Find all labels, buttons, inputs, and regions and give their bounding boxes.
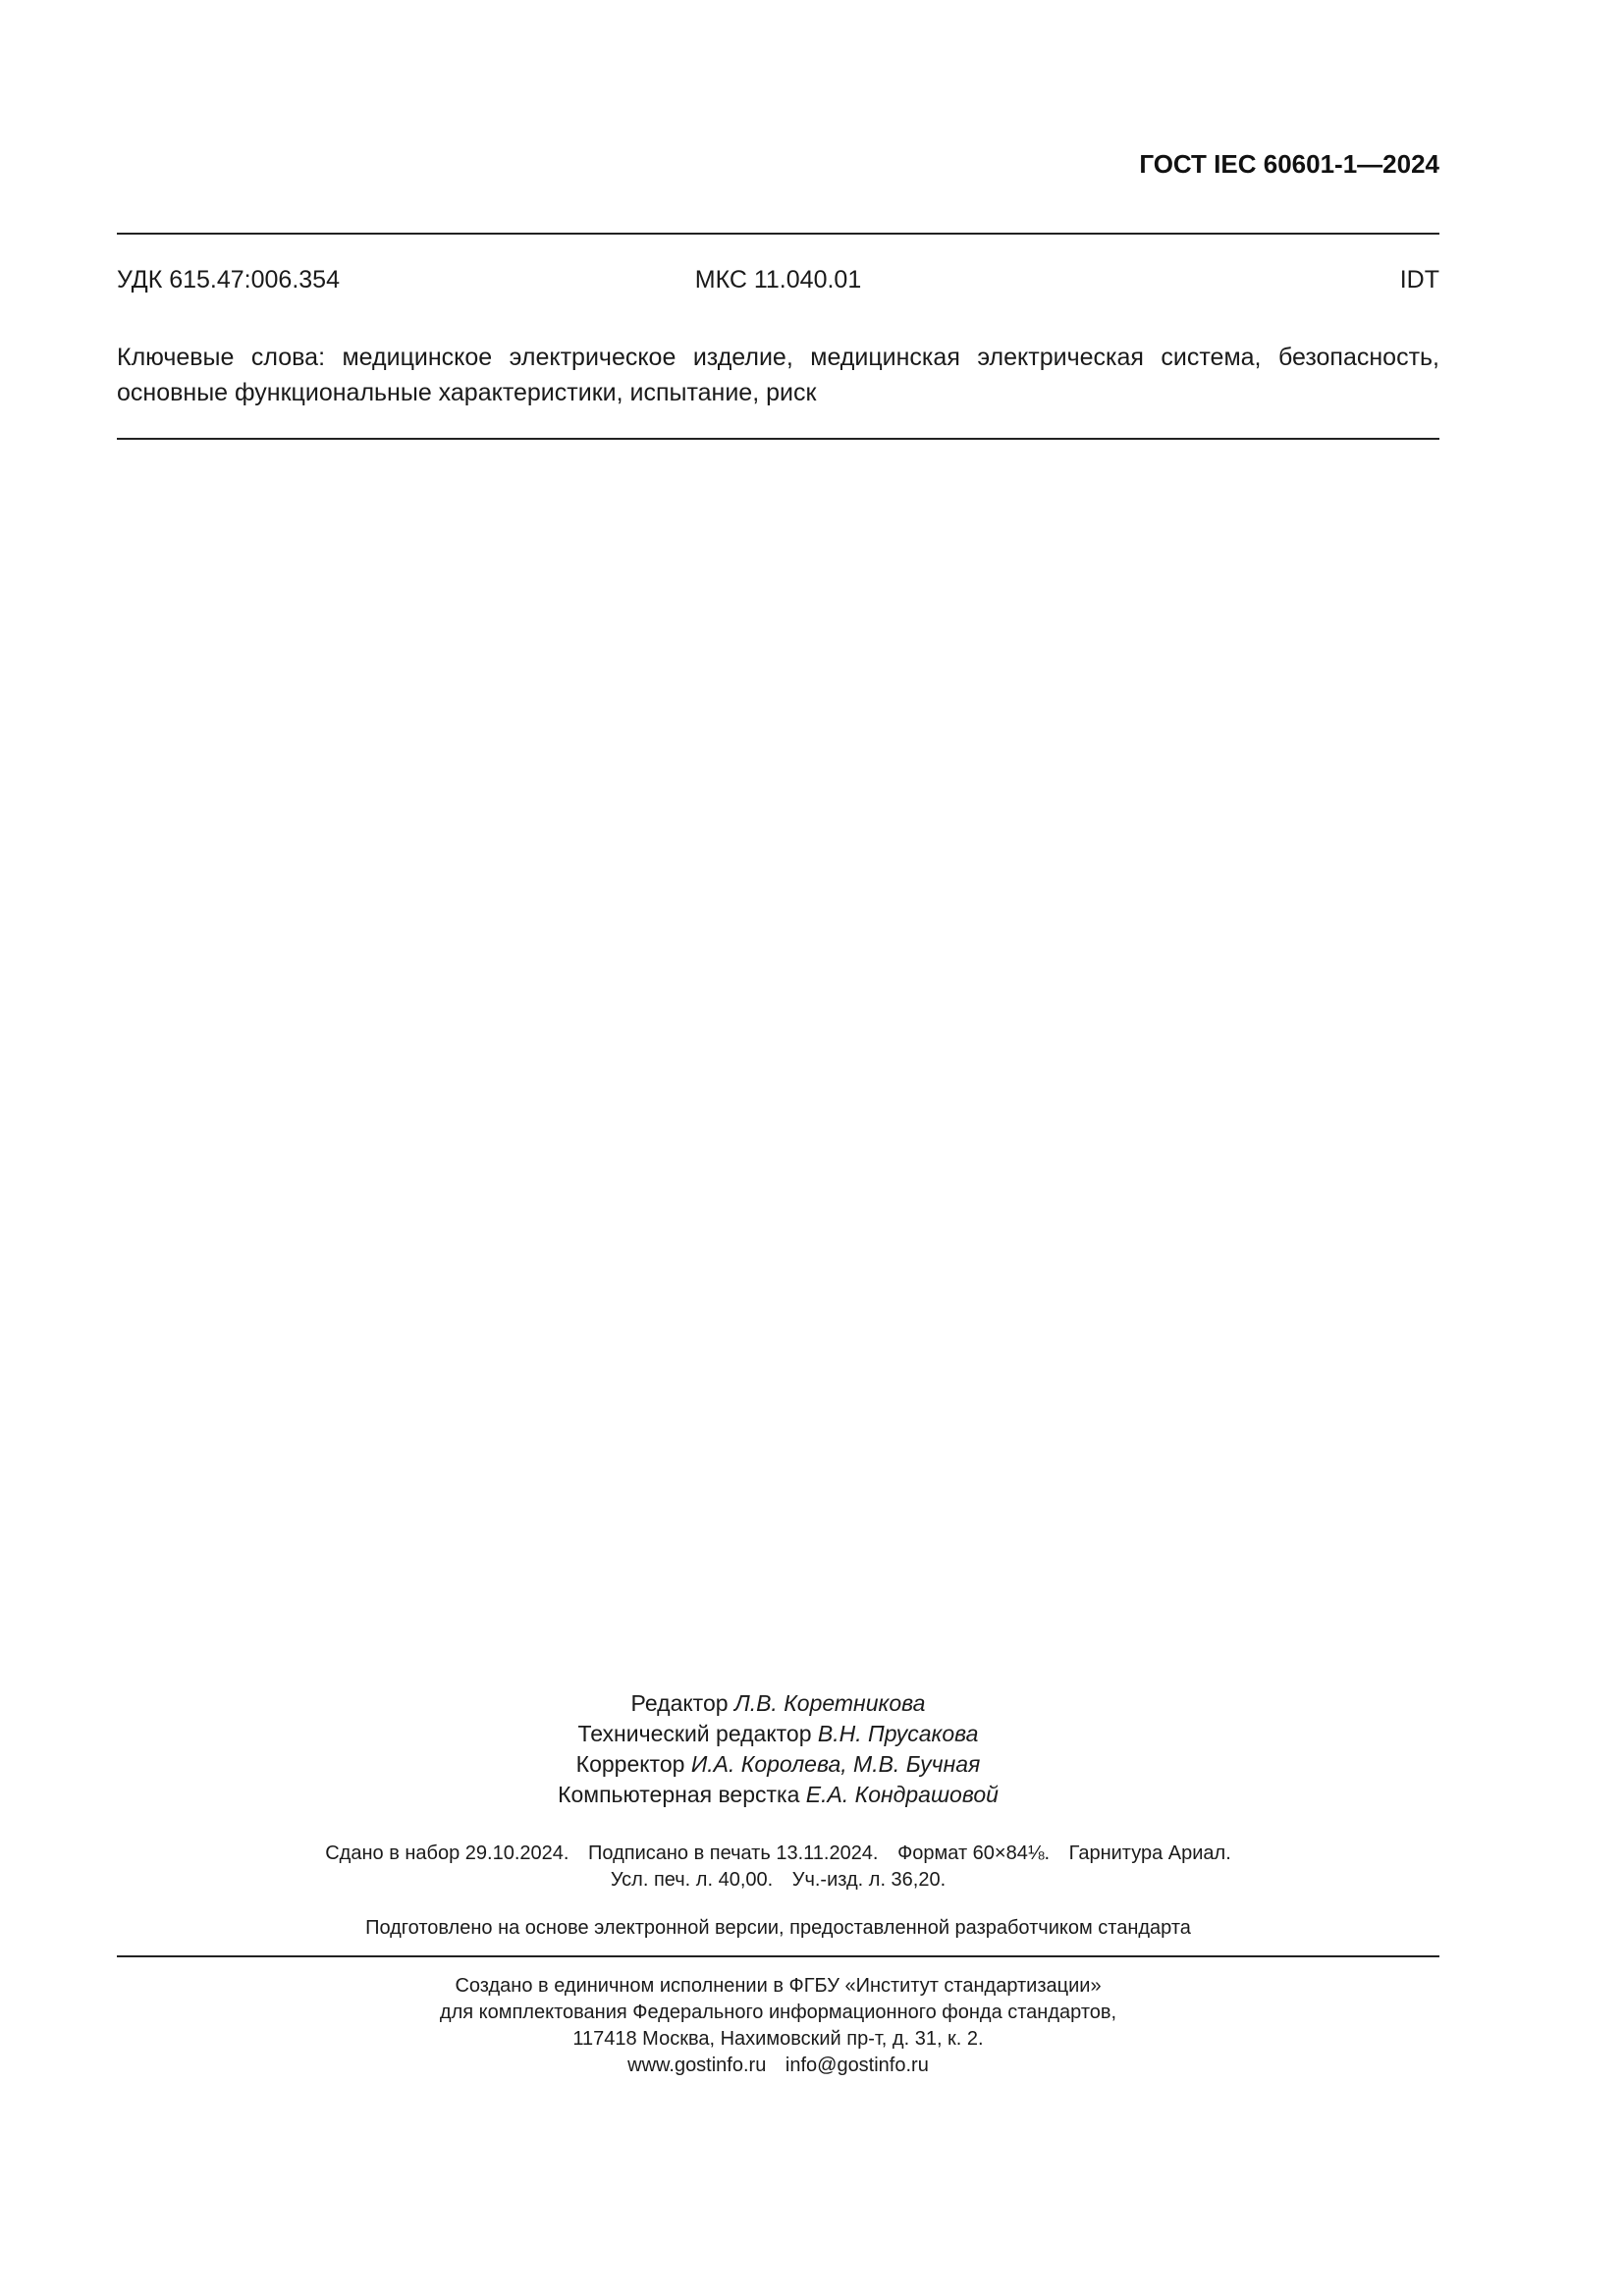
- print-info-line-1: [117, 1841, 1439, 1867]
- corrector-label: Корректор: [575, 1751, 685, 1777]
- publisher-line-2: для комплектования Федерального информационного фонда стандартов,: [439, 2002, 1117, 2023]
- publisher-block: [117, 1973, 1439, 2079]
- layout-name: Е.А. Кондрашовой: [805, 1782, 999, 1807]
- editor-label: Редактор: [630, 1690, 729, 1716]
- publisher-address: 117418 Москва, Нахимовский пр-т, д. 31, к. 2.: [572, 2028, 984, 2050]
- equivalence-degree: IDT: [1399, 266, 1439, 294]
- prepared-note: Подготовлено на основе электронной версии, предоставленной разработчиком стандарта: [365, 1917, 1191, 1939]
- layout-line: [117, 1780, 1439, 1810]
- keywords-divider: [117, 438, 1439, 440]
- email-link[interactable]: info@gostinfo.ru: [785, 2055, 929, 2076]
- submitted-date: Сдано в набор 29.10.2024.: [325, 1842, 569, 1864]
- tech-editor-line: [117, 1719, 1439, 1749]
- mks-code: МКС 11.040.01: [694, 266, 862, 294]
- tech-editor-name: В.Н. Прусакова: [817, 1721, 979, 1746]
- editor-name: Л.В. Коретникова: [733, 1690, 926, 1716]
- website-link[interactable]: www.gostinfo.ru: [627, 2055, 767, 2076]
- typeface: Гарнитура Ариал.: [1068, 1842, 1231, 1864]
- top-divider: [117, 233, 1439, 235]
- standard-number: ГОСТ IEC 60601-1—2024: [1139, 149, 1439, 179]
- bottom-divider: [117, 1955, 1439, 1957]
- publisher-contacts: [117, 2053, 1439, 2079]
- tech-editor-label: Технический редактор: [577, 1721, 812, 1746]
- edition-sheets: Уч.-изд. л. 36,20.: [791, 1869, 947, 1891]
- classification-row: [117, 266, 1439, 299]
- publisher-line-1: Создано в единичном исполнении в ФГБУ «Институт стандартизации»: [455, 1975, 1102, 1997]
- corrector-names: И.А. Королева, М.В. Бучная: [690, 1751, 981, 1777]
- signed-date: Подписано в печать 13.11.2024.: [588, 1842, 879, 1864]
- keywords: Ключевые слова: медицинское электрическое изделие, медицинская электрическая система, безопасность, основные функциональные характеристики, испытание, риск: [117, 344, 1439, 406]
- print-info-line-2: [117, 1867, 1439, 1894]
- layout-label: Компьютерная верстка: [558, 1782, 800, 1807]
- print-sheets: Усл. печ. л. 40,00.: [610, 1869, 774, 1891]
- paper-format: Формат 60×84⅛.: [897, 1842, 1051, 1864]
- udk-code: УДК 615.47:006.354: [117, 266, 340, 294]
- editor-line: [117, 1688, 1439, 1719]
- credits-block: [117, 1688, 1439, 1810]
- print-info: [117, 1841, 1439, 1894]
- corrector-line: [117, 1749, 1439, 1780]
